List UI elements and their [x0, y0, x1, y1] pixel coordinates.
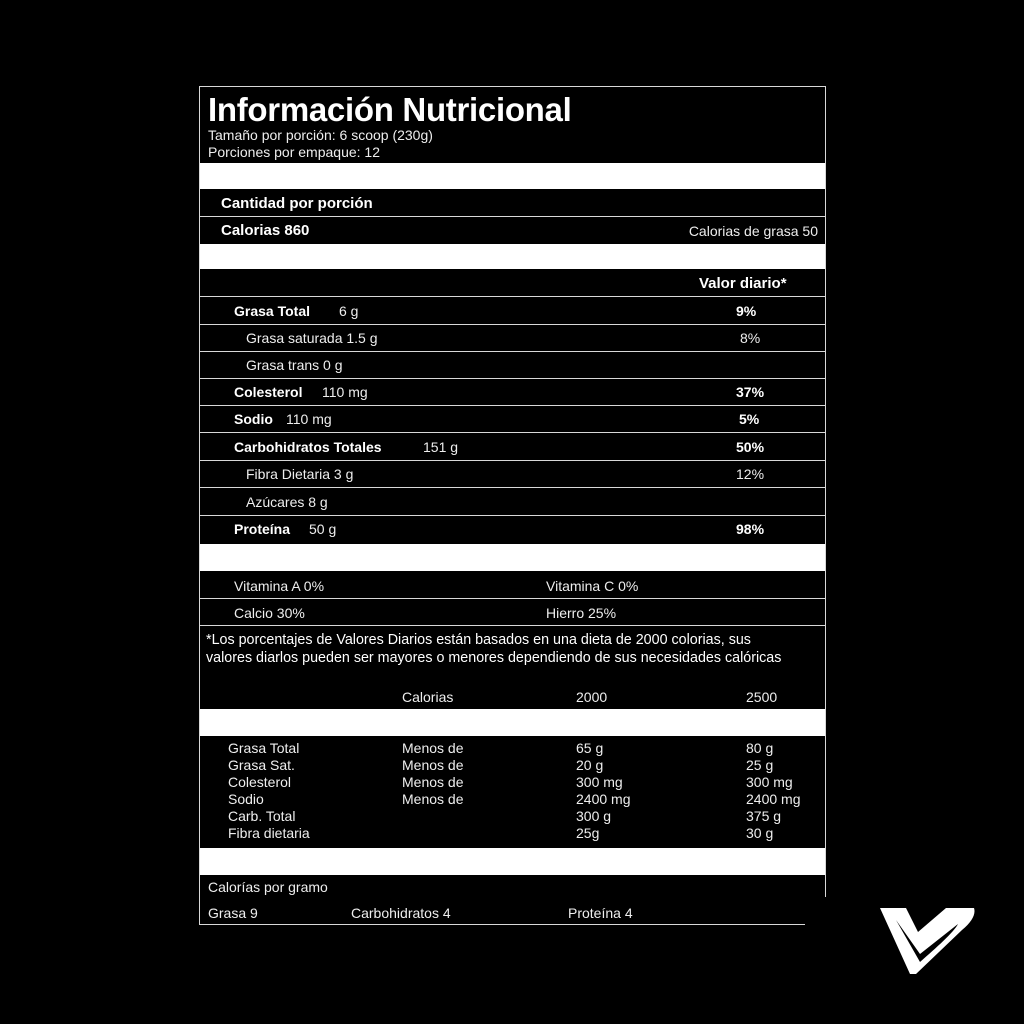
nutrient-amount: 151 g: [423, 439, 459, 455]
vitamin-a: Vitamina A 0%: [234, 578, 325, 594]
ref-value-2500: 2400 mg: [746, 791, 801, 807]
nutrient-name: Grasa saturada 1.5 g: [246, 330, 378, 346]
brand-v-logo-icon: [876, 902, 978, 978]
calcium: Calcio 30%: [234, 605, 305, 621]
divider: [200, 625, 825, 626]
nutrient-percent: 12%: [736, 466, 765, 482]
ref-value-2000: 20 g: [576, 757, 604, 773]
nutrient-percent: 9%: [736, 303, 757, 319]
ref-qualifier: Menos de: [402, 791, 464, 807]
vitamin-c: Vitamina C 0%: [546, 578, 639, 594]
nutrient-name: Grasa Total: [234, 303, 310, 319]
nutrient-row: [200, 324, 825, 351]
ref-header-2000: 2000: [576, 689, 608, 705]
divider-band: [200, 544, 825, 571]
carbs-per-gram: Carbohidratos 4: [351, 905, 451, 921]
footnote-line-1: *Los porcentajes de Valores Diarios están basados en una dieta de 2000 colorias, sus: [206, 632, 751, 648]
ref-nutrient: Grasa Sat.: [228, 757, 295, 773]
ref-qualifier: Menos de: [402, 774, 464, 790]
nutrient-percent: 50%: [736, 439, 765, 455]
protein-per-gram: Proteína 4: [568, 905, 633, 921]
table-row: [200, 740, 825, 757]
nutrient-row: [200, 378, 825, 405]
divider-band: [200, 848, 825, 875]
ref-value-2000: 300 g: [576, 808, 612, 824]
ref-value-2000: 65 g: [576, 740, 604, 756]
serving-size: Tamaño por porción: 6 scoop (230g): [208, 127, 433, 143]
nutrient-name: Grasa trans 0 g: [246, 357, 343, 373]
fat-calories: Calorias de grasa 50: [688, 223, 818, 239]
iron: Hierro 25%: [546, 605, 617, 621]
ref-value-2500: 25 g: [746, 757, 774, 773]
ref-value-2000: 2400 mg: [576, 791, 631, 807]
ref-value-2500: 80 g: [746, 740, 774, 756]
divider: [200, 598, 825, 599]
divider-band: [200, 244, 825, 269]
divider: [200, 216, 825, 217]
nutrient-percent: 8%: [740, 330, 761, 346]
ref-value-2500: 30 g: [746, 825, 774, 841]
panel-title: Información Nutricional: [208, 91, 572, 128]
ref-header-2500: 2500: [746, 689, 778, 705]
nutrient-amount: 110 mg: [286, 411, 332, 427]
fat-per-gram: Grasa 9: [208, 905, 258, 921]
nutrient-row: [200, 351, 825, 378]
ref-qualifier: Menos de: [402, 740, 464, 756]
calories-per-gram-title: Calorías por gramo: [208, 879, 328, 895]
ref-nutrient: Colesterol: [228, 774, 292, 790]
ref-nutrient: Carb. Total: [228, 808, 296, 824]
nutrition-facts-panel: [199, 86, 826, 925]
divider-band: [200, 709, 825, 736]
calories-total: Calorias 860: [221, 222, 310, 239]
table-row: [200, 757, 825, 774]
nutrient-row: [200, 405, 825, 432]
table-row: [200, 825, 825, 842]
nutrient-name: Colesterol: [234, 384, 303, 400]
ref-value-2500: 300 mg: [746, 774, 793, 790]
nutrient-percent: 5%: [739, 411, 760, 427]
nutrient-name: Sodio: [234, 411, 273, 427]
ref-value-2000: 25g: [576, 825, 600, 841]
ref-header-calories: Calorias: [402, 689, 454, 705]
nutrient-name: Proteína: [234, 521, 291, 537]
nutrient-name: Fibra Dietaria 3 g: [246, 466, 354, 482]
nutrient-amount: 110 mg: [322, 384, 368, 400]
nutrient-name: Carbohidratos Totales: [234, 439, 382, 455]
table-row: [200, 791, 825, 808]
nutrient-percent: 37%: [736, 384, 765, 400]
servings-per-container: Porciones por empaque: 12: [208, 144, 380, 160]
divider-band: [200, 163, 825, 189]
ref-qualifier: Menos de: [402, 757, 464, 773]
nutrient-row: [200, 488, 825, 515]
ref-value-2500: 375 g: [746, 808, 782, 824]
border-gap: [805, 897, 829, 928]
nutrient-row: [200, 460, 825, 487]
nutrient-row: [200, 515, 825, 542]
nutrient-amount: 50 g: [309, 521, 337, 537]
amount-per-serving: Cantidad por porción: [221, 195, 373, 212]
nutrient-row: [200, 433, 825, 460]
ref-value-2000: 300 mg: [576, 774, 623, 790]
ref-nutrient: Grasa Total: [228, 740, 300, 756]
ref-nutrient: Fibra dietaria: [228, 825, 310, 841]
daily-value-header: Valor diario*: [699, 275, 787, 292]
nutrient-row: [200, 297, 825, 324]
nutrient-name: Azúcares 8 g: [246, 494, 328, 510]
footnote-line-2: valores diarlos pueden ser mayores o menores dependiendo de sus necesidades calóricas: [206, 650, 782, 666]
table-row: [200, 808, 825, 825]
ref-nutrient: Sodio: [228, 791, 264, 807]
nutrient-amount: 6 g: [339, 303, 359, 319]
table-row: [200, 774, 825, 791]
nutrient-percent: 98%: [736, 521, 765, 537]
